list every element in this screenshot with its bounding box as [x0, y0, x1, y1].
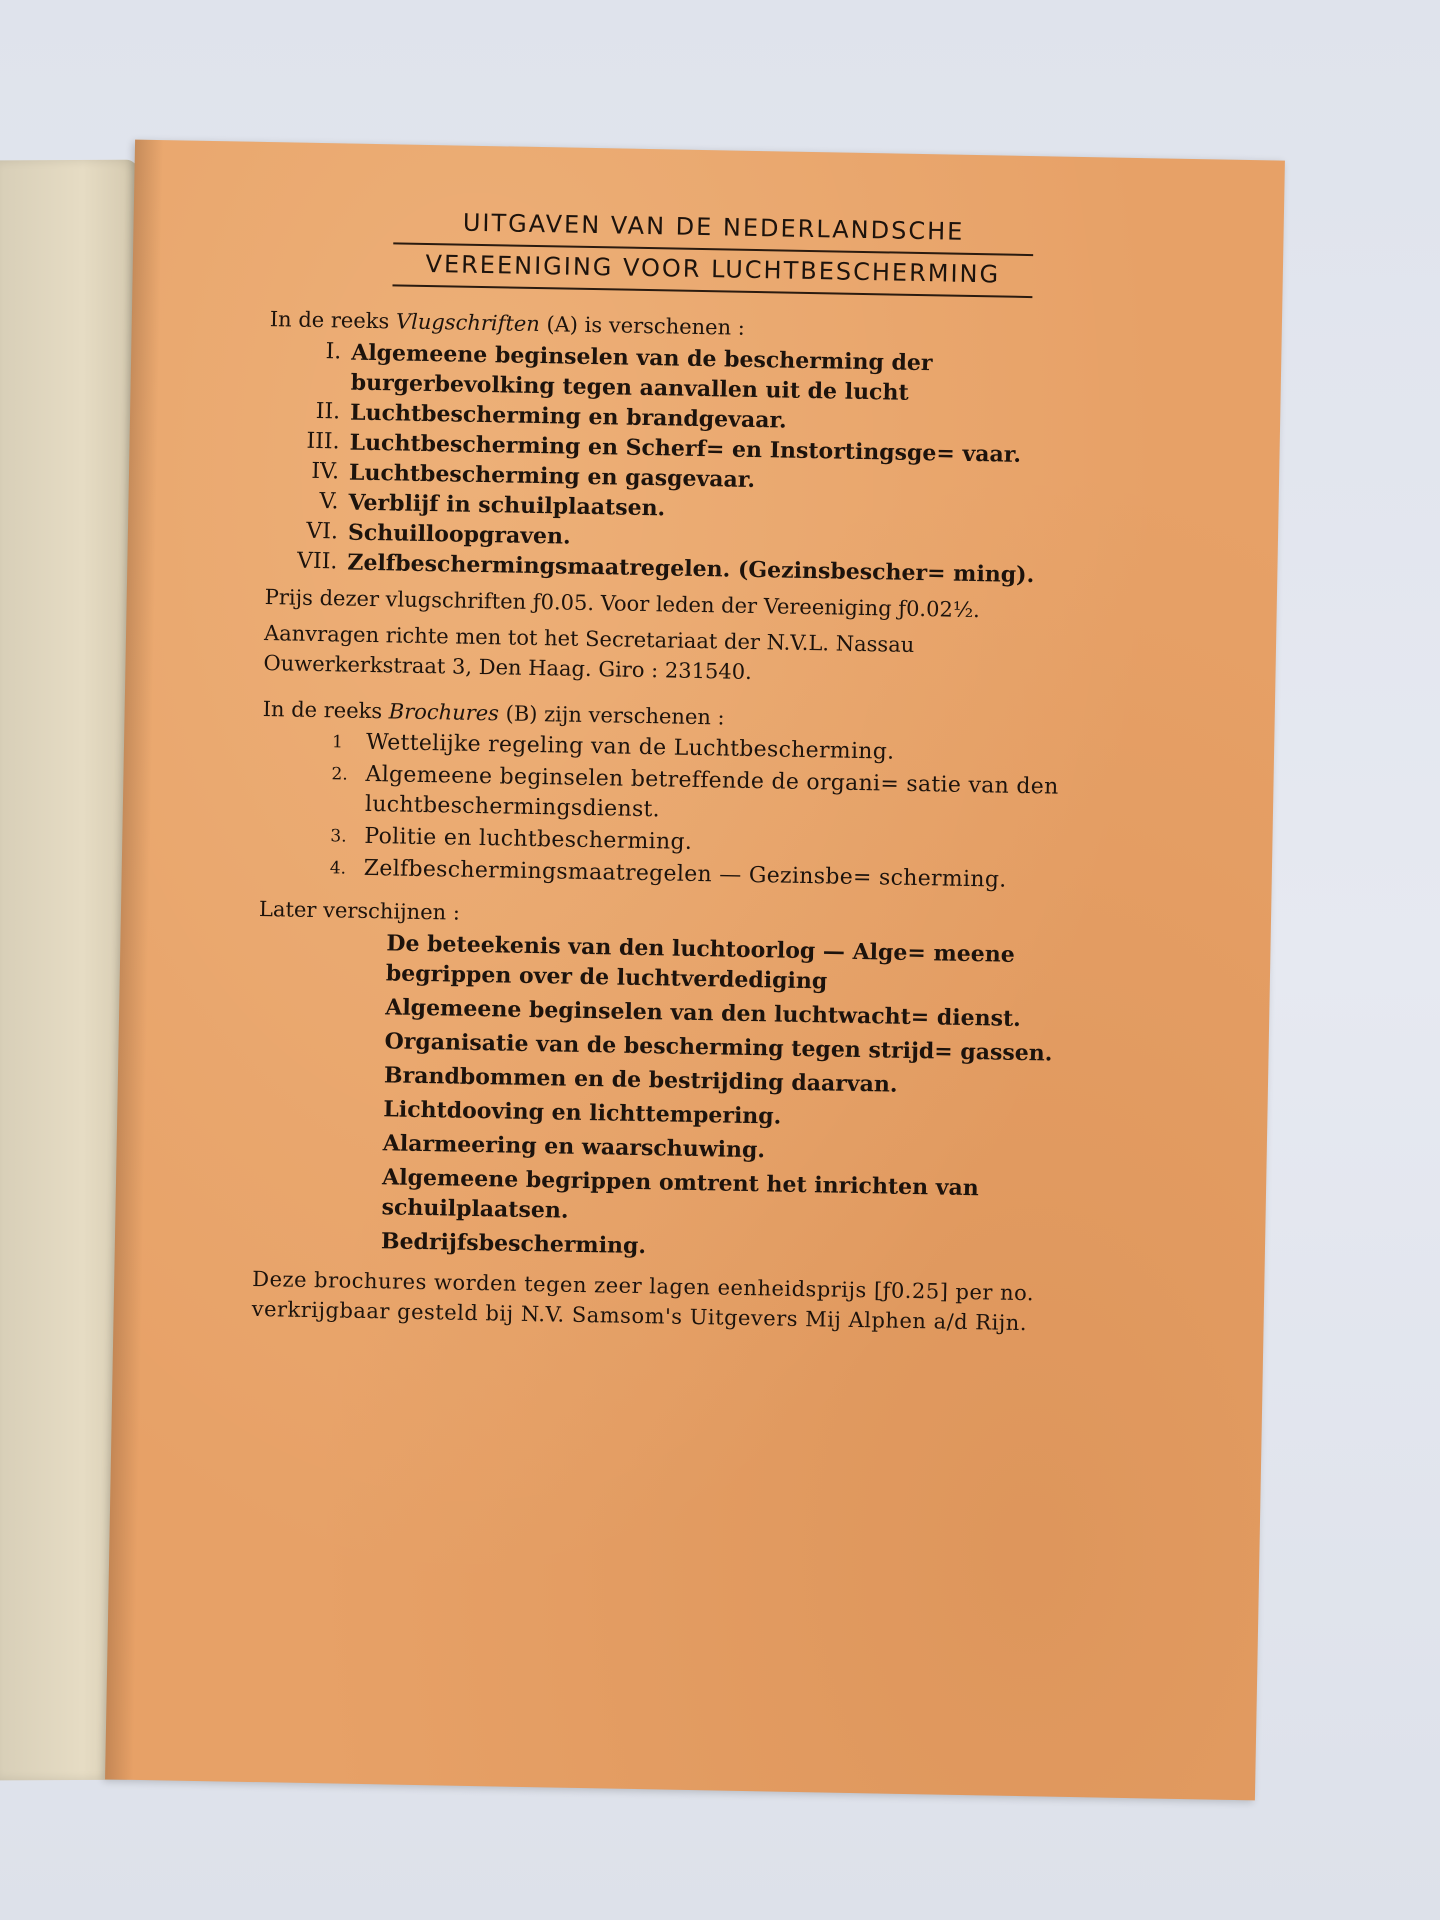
item-text: Politie en luchtbescherming. — [364, 823, 693, 855]
series-b-intro-prefix: In de reeks — [262, 697, 390, 724]
later-item: Bedrijfsbescherming. — [380, 1228, 647, 1260]
later-item: Organisatie van de bescherming tegen strijd= gassen. — [384, 1028, 1053, 1067]
series-a-intro-italic: Vlugschriften — [395, 309, 540, 337]
item-number: V. — [319, 489, 339, 515]
series-b-intro-suffix: (B) zijn verschenen : — [498, 701, 725, 730]
later-item: Brandbommen en de bestrijding daarvan. — [383, 1062, 898, 1098]
item-text: Wettelijke regeling van de Luchtbescherming. — [365, 729, 895, 765]
item-number: VII. — [296, 548, 338, 575]
series-a-price: Prijs dezer vlugschriften ƒ0.05. Voor leden der Vereeniging ƒ0.02½. — [264, 585, 981, 623]
item-text: Zelfbeschermingsmaatregelen. (Gezinsbescher= ming). — [347, 549, 1035, 589]
item-text: Luchtbescherming en Scherf= en Instortingsge= vaar. — [349, 429, 1022, 468]
item-number: I. — [325, 339, 342, 365]
closing-paragraph: Deze brochures worden tegen zeer lagen eenheidsprijs [ƒ0.25] per no. verkrijgbaar gesteld bij N.V. Samsom's Uitgevers Mij Alphen a/d Rijn. — [251, 1266, 1035, 1336]
later-item: De beteekenis van den luchtoorlog — Alge= meene begrippen over de luchtverdediging — [385, 930, 1015, 995]
item-text: Zelfbeschermingsmaatregelen — Gezinsbe= scherming. — [363, 855, 1007, 893]
item-number: IV. — [311, 458, 340, 485]
later-item: Algemeene beginselen van den luchtwacht= dienst. — [385, 994, 1022, 1032]
series-a-list — [265, 336, 1089, 591]
series-b-list — [260, 726, 1083, 897]
item-text: Schuilloopgraven. — [347, 519, 571, 550]
later-item: Lichtdooving en lichttempering. — [383, 1096, 782, 1130]
item-number: 1 — [331, 732, 344, 753]
page-heading — [392, 202, 1033, 298]
item-number: 3. — [330, 826, 347, 847]
item-text: Luchtbescherming en gasgevaar. — [348, 459, 756, 494]
item-number: VI. — [306, 518, 339, 545]
later-list — [253, 926, 1079, 1269]
item-text: Luchtbescherming en brandgevaar. — [349, 399, 787, 434]
series-b-intro-italic: Brochures — [388, 699, 500, 726]
later-item: Algemeene begrippen omtrent het inrichten van schuilplaatsen. — [381, 1164, 980, 1224]
item-number: II. — [315, 398, 341, 425]
page-content — [251, 304, 1090, 1339]
item-text: Algemeene beginselen van de bescherming der burgerbevolking tegen aanvallen uit de lucht — [350, 339, 933, 406]
item-number: 4. — [329, 858, 347, 879]
series-a-intro-prefix: In de reeks — [269, 307, 397, 334]
item-number: 2. — [331, 764, 348, 785]
series-a-intro-suffix: (A) is verschenen : — [539, 312, 746, 340]
heading-line-1: UITGAVEN VAN DE NEDERLANDSCHE — [393, 202, 1034, 256]
item-text: Algemeene beginselen betreffende de organi= satie van den luchtbeschermingsdienst. — [364, 761, 1059, 823]
series-a-address: Aanvragen richte men tot het Secretariaat der N.V.L. Nassau Ouwerkerkstraat 3, Den Haag. Giro : 231540. — [263, 621, 915, 684]
heading-line-2: VEREENIGING VOOR LUCHTBESCHERMING — [392, 244, 1033, 298]
item-number: III. — [306, 428, 340, 455]
later-intro: Later verschijnen : — [258, 897, 461, 925]
item-text: Verblijf in schuilplaatsen. — [348, 489, 666, 522]
document-page — [105, 140, 1285, 1801]
later-item: Alarmeering en waarschuwing. — [382, 1130, 766, 1164]
